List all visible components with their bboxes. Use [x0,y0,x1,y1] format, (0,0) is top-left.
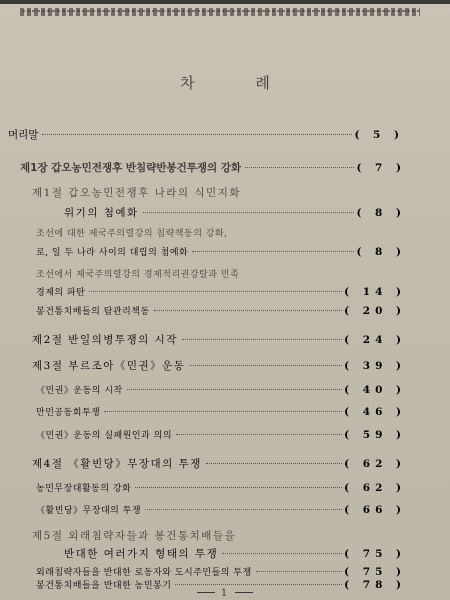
footer-dash-right [235,592,253,593]
page-edge-shadow [0,0,450,4]
toc-entry-page: ( 62 ) [344,482,406,494]
toc-entry-page: ( 20 ) [344,305,406,317]
leader-dots [127,389,342,390]
toc-entry-text: 머리말 [8,129,39,141]
toc-entry-text: 경제의 파탄 [36,288,86,298]
toc-section-4 [32,456,406,471]
toc-entry-page: ( 75 ) [344,566,406,578]
toc-item-9 [36,565,406,578]
leader-dots [154,310,342,311]
leader-dots [192,251,354,252]
leader-dots [42,134,352,135]
page-number-footer [0,588,450,599]
toc-entry-page: ( 24 ) [344,334,406,346]
toc-entry-page: ( 14 ) [344,286,406,298]
toc-item-5 [36,405,406,418]
toc-entry-text: 《민권》운동의 실패원인과 의의 [36,431,173,441]
toc-entry-page: ( 78 ) [344,579,406,591]
toc-entry-page: ( 46 ) [344,406,406,418]
toc-entry-text: 제2절 반일의병투쟁의 시작 [32,334,178,346]
toc-entry-page: ( 66 ) [344,504,406,516]
leader-dots [89,291,342,292]
toc-item-3 [36,304,406,317]
leader-dots [256,571,342,572]
toc-entry-text: 《민권》운동의 시작 [36,386,123,396]
leader-dots [189,365,342,366]
toc-entry-preface [8,127,404,142]
leader-dots [175,584,342,585]
toc-entry-page: ( 39 ) [344,360,406,372]
leader-dots [182,339,342,340]
leader-dots [222,553,342,554]
toc-entry-text: 《활빈당》무장대의 투쟁 [36,506,142,516]
toc-section-1 [64,205,406,220]
toc-item-2-line1: 조선에서 제국주의렬강의 경제적리권강탈과 민족 [36,270,240,280]
toc-section-2 [32,332,406,347]
toc-entry-text: 제4절 《활빈당》무장대의 투쟁 [32,458,202,470]
leader-dots [176,434,342,435]
leader-dots [104,411,342,412]
toc-entry-text: 로, 일 두 나라 사이의 대립의 첨예화 [36,248,189,258]
toc-section-5-line1: 제5절 외래침략자들과 봉건통치배들을 [32,530,237,542]
toc-entry-text: 위기의 첨예화 [64,207,139,219]
leader-dots [145,509,342,510]
toc-item-2 [36,285,406,298]
toc-entry-text: 반대한 여러가지 형태의 투쟁 [64,548,219,560]
toc-entry-page: ( 59 ) [344,429,406,441]
footer-dash-left [197,592,215,593]
toc-entry-page: ( 5 ) [354,129,404,141]
toc-entry-text: 만민공동회투쟁 [36,408,101,418]
leader-dots [143,212,355,213]
leader-dots [135,487,342,488]
toc-item-6 [36,428,406,441]
toc-entry-text: 외래침략자들을 반대한 로동자와 도시주민들의 투쟁 [36,568,252,578]
toc-entry-page: ( 8 ) [356,207,406,219]
leader-dots [206,463,342,464]
toc-entry-text: 봉건통치배들의 탐관리책동 [36,307,150,317]
toc-item-1 [36,245,406,258]
toc-entry-page: ( 40 ) [344,384,406,396]
toc-entry-page: ( 7 ) [356,162,406,174]
toc-entry-text: 제1장 갑오농민전쟁후 반침략반봉건투쟁의 강화 [20,162,242,174]
leader-dots [245,167,354,168]
toc-entry-text: 제3절 부르조아《민권》운동 [32,360,186,372]
toc-section-1-line1: 제1절 갑오농민전쟁후 나라의 식민지화 [32,187,241,199]
toc-item-4 [36,383,406,396]
toc-entry-text: 농민무장대활동의 강화 [36,484,132,494]
toc-item-7 [36,481,406,494]
toc-item-1-line1: 조선에 대한 제국주의렬강의 침략책동의 강화, [36,229,228,239]
toc-entry-text: 봉건통치배들을 반대한 농민봉기 [36,581,172,591]
toc-section-3 [32,358,406,373]
ornamental-border-detail [20,10,420,12]
toc-entry-page: ( 62 ) [344,458,406,470]
toc-item-8 [36,503,406,516]
toc-section-5 [64,546,406,561]
toc-entry-page: ( 8 ) [356,246,406,258]
page-number: 1 [220,588,230,599]
page-title: 차 례 [180,74,298,92]
toc-chapter-1 [20,160,406,175]
toc-entry-page: ( 75 ) [344,548,406,560]
